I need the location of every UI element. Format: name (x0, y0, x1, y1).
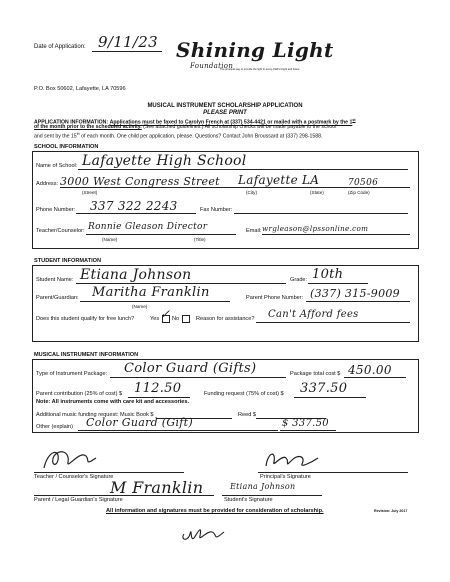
parent-contribution-value: 112.50 (134, 381, 182, 396)
principal-signature-line[interactable] (258, 472, 408, 473)
fax-line[interactable] (234, 213, 408, 214)
student-signature-caption: Student's Signature (224, 497, 273, 503)
email-label: Email: (246, 228, 262, 234)
phone-label: Phone Number: (36, 207, 76, 213)
other-label: Other (explain) (36, 424, 73, 430)
reed-label: Reed $ (238, 412, 257, 418)
parent-signature-line[interactable] (34, 495, 214, 496)
parent-label: Parent/Guardian: (36, 295, 79, 301)
teacher-label: Teacher/Counselor: (36, 228, 85, 234)
instructions-sup1: st (352, 118, 356, 122)
state-caption: (State) (310, 190, 324, 195)
reason-line[interactable] (256, 322, 410, 323)
instructions-contact: of each month. One child per application, please. Questions? Contact John Broussard at (337) 298-1588. (79, 133, 323, 140)
teacher-value: Ronnie Gleason Director (88, 222, 208, 232)
no-checkbox[interactable] (182, 315, 190, 323)
no-label: No (172, 316, 180, 322)
other-value: Color Guard (Gift) (86, 416, 193, 429)
parent-signature-caption: Parent / Legal Guardian's Signature (34, 497, 123, 503)
parent-phone-line[interactable] (306, 301, 410, 302)
package-total-line[interactable] (344, 377, 406, 378)
instrument-type-value: Color Guard (Gifts) (124, 361, 257, 376)
parent-contribution-line[interactable] (128, 397, 190, 398)
parent-value: Maritha Franklin (92, 285, 210, 300)
grade-value: 10th (312, 267, 344, 282)
instructions-sup2: th (76, 132, 80, 136)
zip-caption: (Zip Code) (348, 190, 370, 195)
other-line[interactable] (78, 430, 278, 431)
instructions-deadline: Applications must be faxed to Carolyn French at (337) 534-4421 or mailed with a postmark by the 1 (109, 119, 353, 126)
state-value: LA (302, 173, 320, 187)
package-total-label: Package total cost $ (290, 371, 341, 377)
form-title: MUSICAL INSTRUMENT SCHOLARSHIP APPLICATION (147, 103, 303, 109)
email-value: wrgleason@lpssonline.com (262, 224, 369, 233)
principal-signature-caption: Principal's Signature (260, 474, 311, 480)
parent-line[interactable] (80, 301, 230, 302)
zip-value: 70506 (348, 178, 379, 188)
funding-request-label: Funding request (75% of cost) $ (204, 391, 284, 397)
package-total-value: 450.00 (348, 363, 392, 377)
logo-line2: Foundation (190, 62, 234, 70)
parent-signature-value: M Franklin (110, 478, 204, 497)
instructions-heading: APPLICATION INFORMATION: (34, 119, 109, 126)
street-value: 3000 West Congress Street (60, 175, 220, 188)
reason-value: Can't Afford fees (268, 309, 359, 320)
reason-label: Reason for assistance? (196, 316, 255, 322)
teacher-signature-scribble (40, 446, 100, 472)
school-heading: SCHOOL INFORMATION (34, 144, 99, 150)
parent-contribution-label: Parent contribution (25% of cost) $ (36, 391, 123, 397)
parent-phone-value: (337) 315-9009 (310, 287, 400, 300)
funding-request-line[interactable] (294, 397, 366, 398)
principal-signature-scribble (262, 446, 322, 472)
date-underline (92, 51, 162, 52)
grade-line[interactable] (308, 283, 368, 284)
student-signature-line[interactable] (222, 495, 322, 496)
student-name-label: Student Name: (36, 277, 74, 283)
city-value: Lafayette (238, 173, 299, 187)
school-name-label: Name of School: (36, 163, 78, 169)
student-name-line[interactable] (76, 283, 286, 284)
school-name-line[interactable] (78, 169, 408, 170)
logo-line1: Shining Light (176, 38, 334, 62)
instructions-checks: (See attached guidelines.) All scholarship checks will be made payable to the school (141, 124, 337, 130)
form-subtitle: PLEASE PRINT (203, 110, 247, 116)
date-label: Date of Application: (34, 44, 86, 50)
phone-line[interactable] (76, 213, 196, 214)
street-caption: (Street) (82, 190, 98, 195)
teacher-line[interactable] (86, 234, 236, 235)
teacher-name-caption: (Name) (102, 237, 118, 242)
po-box: P.O. Box 50602, Lafayette, LA 70596 (34, 86, 126, 92)
fax-label: Fax Number: (200, 207, 233, 213)
school-name-value: Lafayette High School (82, 153, 247, 169)
teacher-signature-caption: Teacher / Counselor's Signature (34, 474, 114, 480)
email-line[interactable] (262, 234, 410, 235)
teacher-title-caption: (Title) (194, 237, 206, 242)
instrument-note: Note: All instruments come with care kit and accessories. (36, 399, 190, 405)
instrument-type-label: Type of Instrument Package: (36, 371, 108, 377)
logo-tagline: The principal way to provide the light to every child's bright and future (220, 68, 300, 71)
student-name-value: Etiana Johnson (80, 267, 192, 283)
instrument-type-line[interactable] (110, 377, 286, 378)
student-signature-value: Etiana Johnson (230, 482, 296, 491)
instructions-line3 (34, 131, 323, 141)
date-value: 9/11/23 (98, 33, 158, 51)
parent-caption: (Name) (132, 304, 148, 309)
free-lunch-question: Does this student qualify for free lunch? (36, 316, 135, 322)
grade-label: Grade: (290, 277, 308, 283)
footer-notice: All information and signatures must be provided for consideration of scholarship. (106, 508, 324, 514)
yes-check-mark: ✓ (160, 307, 171, 321)
yes-label: Yes (150, 316, 160, 322)
student-heading: STUDENT INFORMATION (34, 258, 102, 264)
revision-label: Revision: July 2017 (374, 509, 408, 513)
city-caption: (City) (246, 190, 257, 195)
additional-funding-label: Additional music funding request: Music Book $ (36, 412, 154, 418)
address-label: Address: (36, 181, 59, 187)
foundation-logo (176, 38, 334, 78)
instructions-line2 (34, 124, 336, 131)
teacher-signature-line[interactable] (34, 472, 184, 473)
instrument-heading: MUSICAL INSTRUMENT INFORMATION (34, 352, 139, 358)
funding-request-value: 337.50 (300, 381, 348, 396)
initials-scribble (178, 520, 230, 544)
initials-mark (178, 520, 230, 549)
phone-value: 337 322 2243 (90, 199, 178, 213)
other-amount-value: $ 337.50 (282, 418, 329, 429)
instructions-prior: of the month prior to the scheduled activity. (34, 124, 142, 130)
other-amount-line[interactable] (280, 430, 336, 431)
parent-phone-label: Parent Phone Number: (246, 295, 304, 301)
instructions-sent: and sent by the 15 (34, 133, 77, 140)
